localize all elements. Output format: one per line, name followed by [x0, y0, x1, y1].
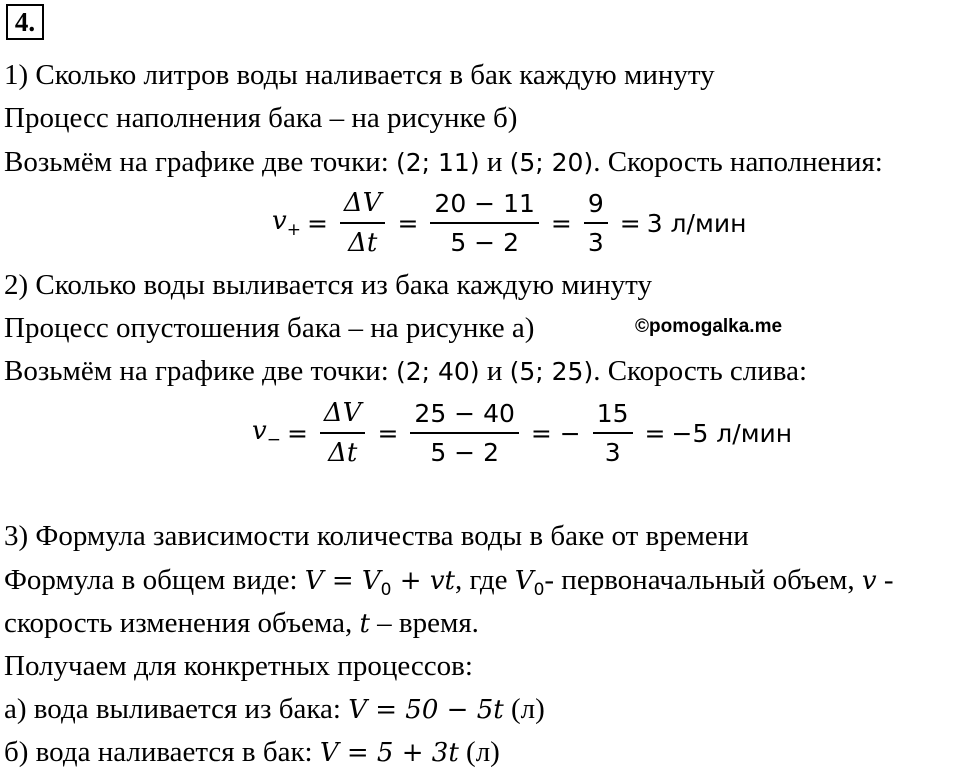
watermark: ©pomogalka.me [635, 316, 783, 337]
general-formula: $V = V_0$ + vt [304, 566, 455, 600]
part2-heading: 2) Сколько воды выливается из бака каждую минуту [4, 269, 652, 301]
velocity-symbol: $v_-$ [252, 416, 281, 450]
point-2: (5; 25) [509, 357, 594, 386]
point-1: (2; 11) [396, 148, 480, 177]
part2-equation: $v_-$ = $\frac{\Delta V}{\Delta t}$ = $\frac{25 - 40}{5 - 2}$ = − $\frac{15}{3}$ = −5 л/мин [252, 398, 793, 468]
velocity-symbol: $v_+$ [272, 206, 301, 240]
part3-general: Формула в общем виде: $V = V_0$ + vt, где $V_0-$ первоначальный объем, v - [4, 564, 894, 600]
fraction-dv-dt: $\frac{\Delta V}{\Delta t}$ [320, 398, 366, 468]
part3-formula-b: б) вода наливается в бак: V = 5 + 3t (л) [4, 736, 500, 768]
part2-process: Процесс опустошения бака – на рисунке а) [4, 312, 535, 344]
fraction-values: $\frac{20 - 11}{5 - 2}$ [430, 189, 538, 257]
part1-heading: 1) Сколько литров воды наливается в бак каждую минуту [4, 59, 715, 91]
part1-equation: $v_+$ = $\frac{\Delta V}{\Delta t}$ = $\frac{20 - 11}{5 - 2}$ = $\frac{9}{3}$ = 3 л/мин [272, 188, 747, 258]
result: 3 л/мин [646, 208, 747, 238]
fraction-dv-dt: $\frac{\Delta V}{\Delta t}$ [340, 188, 386, 258]
part3-line2: скорость изменения объема, t – время. [4, 607, 479, 639]
fraction-simplified: $\frac{9}{3}$ [584, 189, 608, 257]
fraction-values: $\frac{25 - 40}{5 - 2}$ [410, 399, 518, 467]
part3-obtain: Получаем для конкретных процессов: [4, 650, 473, 682]
fraction-simplified: $\frac{15}{3}$ [593, 399, 633, 467]
part1-process: Процесс наполнения бака – на рисунке б) [4, 102, 518, 134]
part1-points: Возьмём на графике две точки: (2; 11) и (5; 20). Скорость наполнения: [4, 146, 883, 178]
part3-heading: 3) Формула зависимости количества воды в баке от времени [4, 520, 749, 552]
problem-number: 4. [6, 4, 44, 40]
point-1: (2; 40) [396, 357, 480, 386]
part3-formula-a: а) вода выливается из бака: V = 50 − 5t (л) [4, 693, 545, 725]
point-2: (5; 20) [509, 148, 594, 177]
part2-points: Возьмём на графике две точки: (2; 40) и (5; 25). Скорость слива: [4, 355, 808, 387]
result: −5 л/мин [671, 418, 793, 448]
